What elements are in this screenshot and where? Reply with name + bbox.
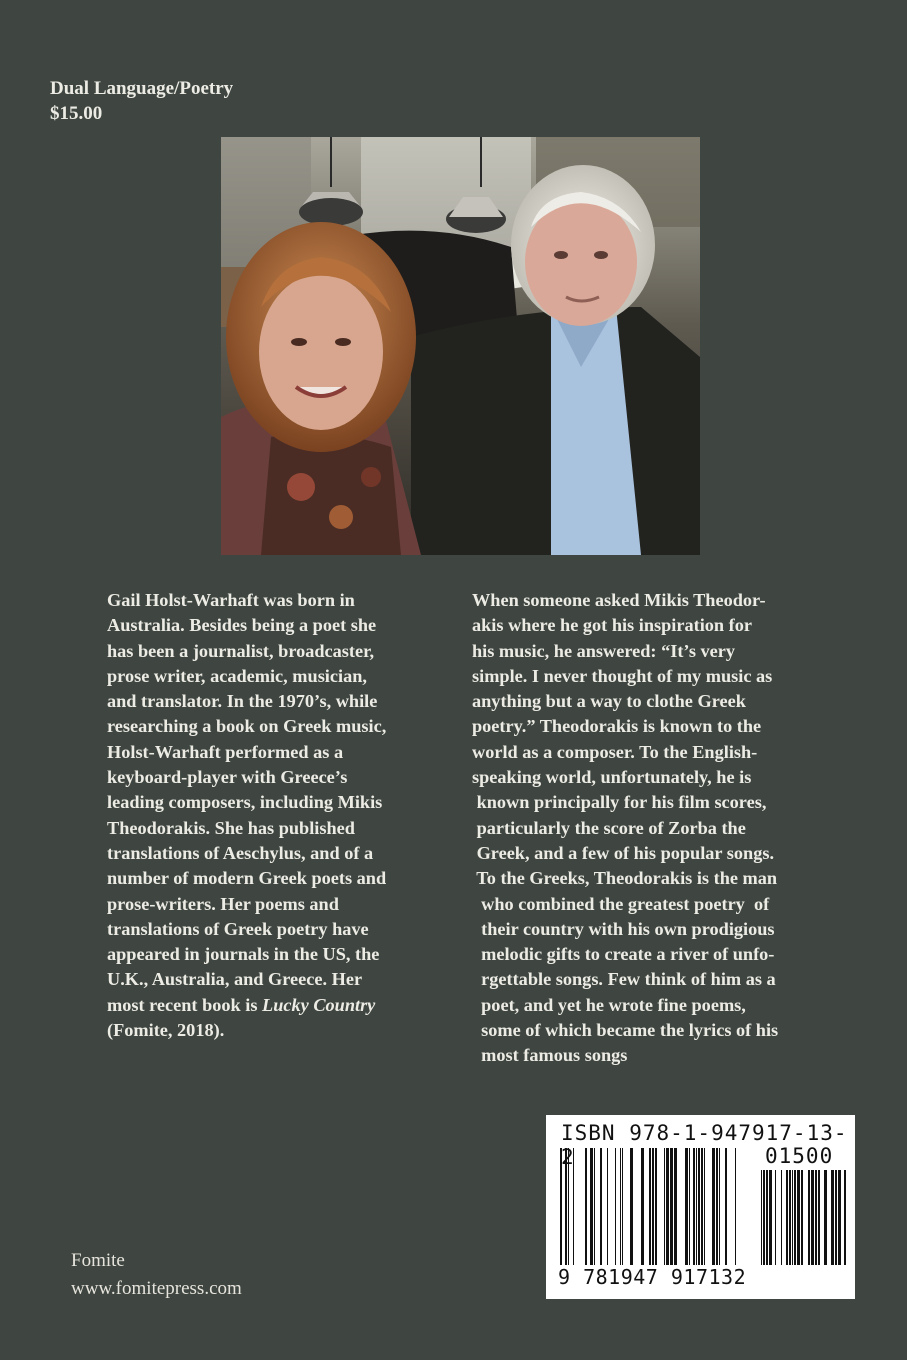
body-line: To the Greeks, Theodorakis is the man <box>472 868 778 889</box>
body-line: who combined the greatest poetry of <box>472 893 770 914</box>
bio-line: number of modern Greek poets and <box>107 868 387 889</box>
barcode-bar <box>835 1170 837 1265</box>
bio-line: translations of Aeschylus, and of a <box>107 842 374 863</box>
barcode-bar <box>775 1170 776 1265</box>
author-photo <box>221 137 700 555</box>
barcode-bar <box>763 1170 765 1265</box>
publisher-name: Fomite <box>71 1250 125 1271</box>
body-line: melodic gifts to create a river of unfo- <box>472 944 775 965</box>
book-title: Lucky Country <box>262 994 376 1015</box>
body-line: rgettable songs. Few think of him as a <box>472 969 776 990</box>
isbn-barcode <box>546 1115 855 1299</box>
body-line: most famous songs <box>472 1045 628 1066</box>
bio-line: (Fomite, 2018). <box>107 1020 225 1041</box>
barcode-bar <box>808 1170 810 1265</box>
category-label: Dual Language/Poetry <box>50 78 234 99</box>
body-line: Greek, and a few of his popular songs. <box>472 842 775 863</box>
bio-line: and translator. In the 1970’s, while <box>107 691 378 712</box>
bio-line: translations of Greek poetry have <box>107 918 369 939</box>
price-code: 01500 <box>765 1144 834 1168</box>
bio-line: has been a journalist, broadcaster, <box>107 640 375 661</box>
body-line: anything but a way to clothe Greek <box>472 691 746 712</box>
bio-line: keyboard-player with Greece’s <box>107 767 348 788</box>
body-line: their country with his own prodigious <box>472 918 775 939</box>
barcode-bar <box>781 1170 782 1265</box>
bio-line: appeared in journals in the US, the <box>107 944 380 965</box>
body-line: akis where he got his inspiration for <box>472 615 752 636</box>
barcode-bar <box>824 1170 827 1265</box>
body-line: speaking world, unfortunately, he is <box>472 767 752 788</box>
bio-line: U.K., Australia, and Greece. Her <box>107 969 363 990</box>
cover-category-block <box>50 76 233 126</box>
bio-line: prose writer, academic, musician, <box>107 665 367 686</box>
barcode-bar <box>797 1170 800 1265</box>
barcode-bar <box>789 1170 791 1265</box>
barcode-bar <box>831 1170 834 1265</box>
barcode-bar <box>801 1170 803 1265</box>
barcode-bar <box>769 1170 772 1265</box>
author-bio-column <box>107 588 386 1043</box>
bio-line: most recent book is <box>107 994 263 1015</box>
body-line: world as a composer. To the English- <box>472 741 758 762</box>
bio-line: Gail Holst-Warhaft was born in <box>107 590 355 610</box>
bio-line: Theodorakis. She has published <box>107 817 355 838</box>
barcode-bar <box>786 1170 788 1265</box>
barcode-bar <box>792 1170 793 1265</box>
price-label: $15.00 <box>50 103 103 124</box>
body-line: poet, and yet he wrote fine poems, <box>472 994 746 1015</box>
barcode-bar <box>761 1170 762 1265</box>
publisher-website: www.fomitepress.com <box>71 1278 242 1299</box>
barcode-bar <box>811 1170 814 1265</box>
bio-line: leading composers, including Mikis <box>107 792 383 813</box>
bio-line: prose-writers. Her poems and <box>107 893 339 914</box>
theodorakis-column <box>472 588 778 1069</box>
body-line: some of which became the lyrics of his <box>472 1020 779 1041</box>
bio-line-with-title <box>107 993 386 1018</box>
barcode-bar <box>818 1170 820 1265</box>
bio-line: researching a book on Greek music, <box>107 716 387 737</box>
isbn-text: ISBN 978-1-947917-13-2 <box>561 1121 848 1169</box>
body-line: known principally for his film scores, <box>472 792 767 813</box>
body-line: particularly the score of Zorba the <box>472 817 746 838</box>
barcode-bar <box>766 1170 768 1265</box>
body-line: poetry.” Theodorakis is known to the <box>472 716 762 737</box>
barcode-bar <box>794 1170 796 1265</box>
barcode-bar <box>815 1170 817 1265</box>
bio-line: Australia. Besides being a poet she <box>107 615 377 636</box>
body-line: simple. I never thought of my music as <box>472 665 773 686</box>
barcode-bar <box>838 1170 841 1265</box>
barcode-bar <box>844 1170 846 1265</box>
bio-line: Holst-Warhaft performed as a <box>107 741 344 762</box>
ean-digits: 9 781947 917132 <box>558 1265 747 1289</box>
body-line: When someone asked Mikis Theodor- <box>472 590 766 610</box>
publisher-block <box>71 1247 242 1303</box>
body-line: his music, he answered: “It’s very <box>472 640 736 661</box>
